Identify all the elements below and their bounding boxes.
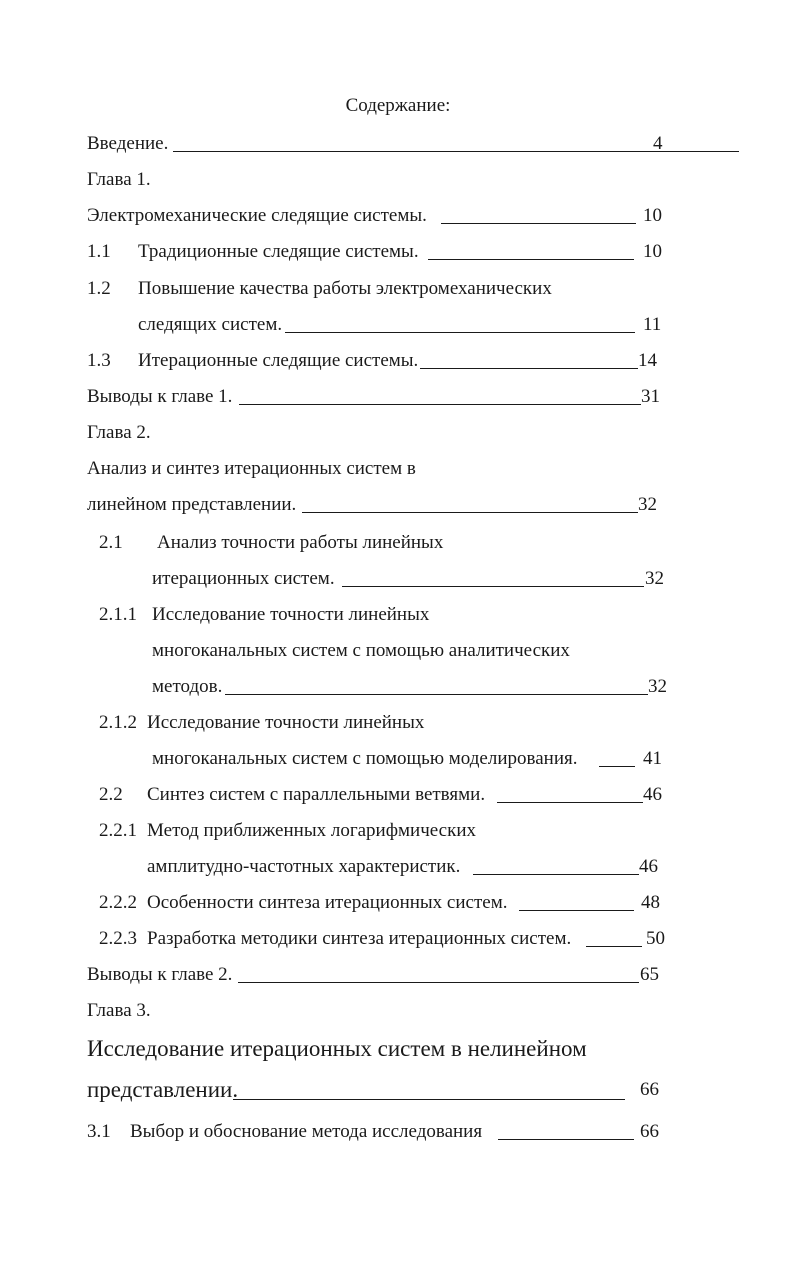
chapter-label: Глава 3. bbox=[87, 1000, 151, 1021]
leader-line bbox=[599, 766, 635, 767]
toc-entry-2-2-2 bbox=[87, 890, 687, 916]
toc-entry-2-2-1-cont bbox=[87, 854, 687, 880]
toc-chapter-heading bbox=[87, 167, 387, 193]
toc-entry-1-1 bbox=[87, 239, 687, 265]
toc-chapter-heading bbox=[87, 420, 387, 446]
toc-entry-2-1-cont bbox=[87, 566, 687, 592]
page-number: 32 bbox=[648, 676, 667, 697]
entry-text: Особенности синтеза итерационных систем. bbox=[147, 892, 508, 913]
toc-title: Содержание: bbox=[345, 95, 451, 116]
toc-entry-1-2-cont bbox=[87, 312, 687, 338]
entry-text: многоканальных систем с помощью аналитических bbox=[152, 640, 570, 661]
leader-line bbox=[586, 946, 642, 947]
entry-text: линейном представлении. bbox=[87, 494, 297, 515]
section-number: 1.2 bbox=[87, 278, 111, 299]
page-number: 46 bbox=[643, 784, 662, 805]
leader-line bbox=[428, 259, 634, 260]
page-number: 46 bbox=[639, 856, 658, 877]
leader-line bbox=[342, 586, 644, 587]
leader-line bbox=[519, 910, 634, 911]
toc-entry-2-1-1-cont2 bbox=[87, 674, 687, 700]
page-number: 14 bbox=[638, 350, 657, 371]
leader-line bbox=[302, 512, 638, 513]
page-number: 11 bbox=[643, 314, 662, 335]
entry-text: следящих систем. bbox=[138, 314, 283, 335]
entry-text: Повышение качества работы электромеханических bbox=[138, 278, 552, 299]
page-number: 10 bbox=[643, 205, 662, 226]
leader-line bbox=[233, 1099, 625, 1100]
section-number: 1.3 bbox=[87, 350, 111, 371]
toc-entry-chapter-1 bbox=[87, 203, 687, 229]
entry-text: Выводы к главе 2. bbox=[87, 964, 233, 985]
entry-text: Традиционные следящие системы. bbox=[138, 241, 419, 262]
entry-text: Выводы к главе 1. bbox=[87, 386, 233, 407]
toc-entry-2-1-1 bbox=[87, 602, 687, 628]
leader-line bbox=[238, 982, 639, 983]
toc-entry-chapter-3-cont bbox=[87, 1075, 707, 1105]
toc-entry-conclusions-1 bbox=[87, 384, 687, 410]
entry-text: Исследование точности линейных bbox=[147, 712, 425, 733]
section-number: 3.1 bbox=[87, 1121, 111, 1142]
leader-line bbox=[239, 404, 641, 405]
entry-text: итерационных систем. bbox=[152, 568, 335, 589]
entry-text: многоканальных систем с помощью моделирования. bbox=[152, 748, 578, 769]
section-number: 2.1 bbox=[99, 532, 123, 553]
section-number: 2.2.2 bbox=[99, 892, 137, 913]
entry-text: Анализ точности работы линейных bbox=[157, 532, 444, 553]
entry-text: Метод приближенных логарифмических bbox=[147, 820, 477, 841]
toc-entry-2-1-2-cont bbox=[87, 746, 687, 772]
toc-entry-1-2 bbox=[87, 276, 687, 302]
toc-entry-2-1-2 bbox=[87, 710, 687, 736]
page-number: 66 bbox=[640, 1121, 659, 1142]
leader-line bbox=[420, 368, 638, 369]
toc-entry-1-3 bbox=[87, 348, 687, 374]
toc-entry-intro bbox=[87, 131, 687, 157]
toc-entry-2-1-1-cont bbox=[87, 638, 687, 664]
page-number: 10 bbox=[643, 241, 662, 262]
toc-entry-2-2-3 bbox=[87, 926, 687, 952]
section-number: 2.1.1 bbox=[99, 604, 137, 625]
page-number: 32 bbox=[638, 494, 657, 515]
entry-text: Анализ и синтез итерационных систем в bbox=[87, 458, 416, 479]
chapter-label: Глава 2. bbox=[87, 422, 151, 443]
leader-line bbox=[497, 802, 643, 803]
toc-entry-2-1 bbox=[87, 530, 687, 556]
page-number: 32 bbox=[645, 568, 664, 589]
page-number: 4 bbox=[653, 133, 663, 154]
entry-text: Разработка методики синтеза итерационных систем. bbox=[147, 928, 572, 949]
entry-text: амплитудно-частотных характеристик. bbox=[147, 856, 461, 877]
entry-text: Исследование точности линейных bbox=[152, 604, 430, 625]
leader-line bbox=[225, 694, 648, 695]
section-number: 2.2.3 bbox=[99, 928, 137, 949]
page-number: 50 bbox=[646, 928, 665, 949]
section-number: 2.2 bbox=[99, 784, 123, 805]
page-number: 31 bbox=[641, 386, 660, 407]
entry-text: Исследование итерационных систем в нелинейном bbox=[87, 1036, 587, 1061]
entry-text: методов. bbox=[152, 676, 223, 697]
chapter-label: Глава 1. bbox=[87, 169, 151, 190]
leader-line bbox=[285, 332, 635, 333]
leader-line bbox=[441, 223, 636, 224]
toc-entry-2-2-1 bbox=[87, 818, 687, 844]
entry-text: представлении. bbox=[87, 1077, 239, 1102]
section-number: 2.2.1 bbox=[99, 820, 137, 841]
toc-entry-chapter-2-cont bbox=[87, 492, 687, 518]
entry-text: Электромеханические следящие системы. bbox=[87, 205, 427, 226]
toc-entry-2-2 bbox=[87, 782, 687, 808]
leader-line bbox=[498, 1139, 634, 1140]
toc-entry-conclusions-2 bbox=[87, 962, 687, 988]
entry-text: Синтез систем с параллельными ветвями. bbox=[147, 784, 486, 805]
toc-entry-chapter-2 bbox=[87, 456, 687, 482]
section-number: 2.1.2 bbox=[99, 712, 137, 733]
toc-chapter-heading bbox=[87, 998, 387, 1024]
entry-text: Выбор и обоснование метода исследования bbox=[130, 1121, 483, 1142]
page-number: 65 bbox=[640, 964, 659, 985]
page-number: 41 bbox=[643, 748, 662, 769]
toc-entry-3-1 bbox=[87, 1119, 687, 1145]
page-number: 48 bbox=[641, 892, 660, 913]
page-number: 66 bbox=[640, 1079, 659, 1100]
entry-text: Введение. bbox=[87, 133, 169, 154]
leader-line bbox=[473, 874, 639, 875]
section-number: 1.1 bbox=[87, 241, 111, 262]
toc-entry-chapter-3 bbox=[87, 1034, 707, 1064]
entry-text: Итерационные следящие системы. bbox=[138, 350, 419, 371]
